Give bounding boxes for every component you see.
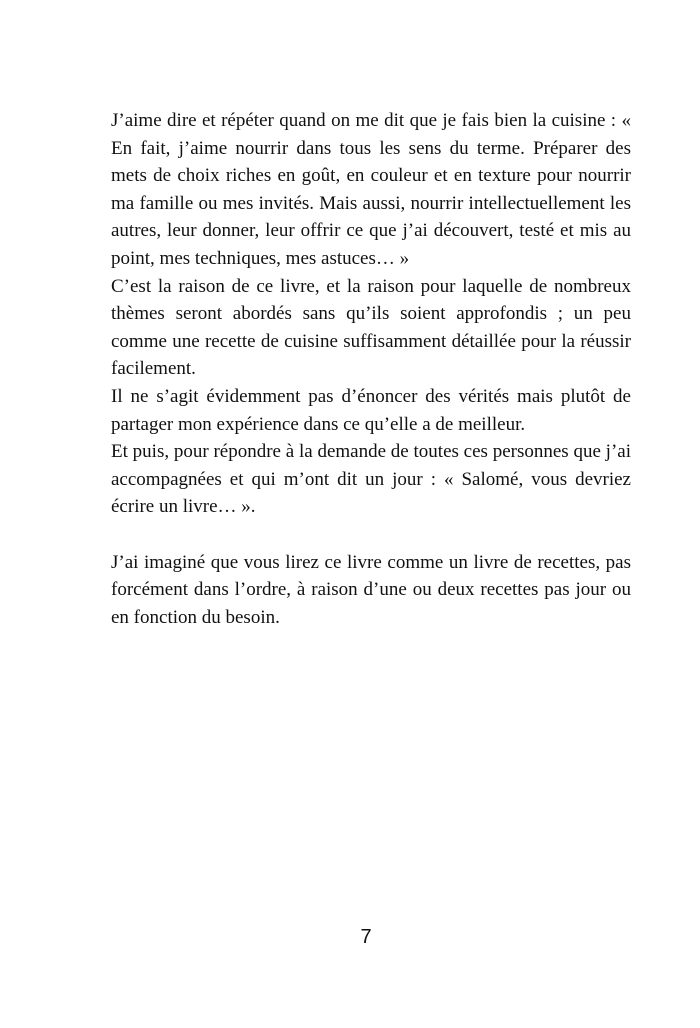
page-number: 7	[360, 926, 372, 948]
paragraph-2: C’est la raison de ce livre, et la raison pour laquelle de nombreux thèmes seront abordés sans qu’ils soient approfondis ; un peu comme une recette de cuisine suffisamment détaillée pour la réussir facilement.	[111, 275, 631, 380]
paragraph-5: J’ai imaginé que vous lirez ce livre comme un livre de recettes, pas forcément dans l’ordre, à raison d’une ou deux recettes pas jour ou en fonction du besoin.	[111, 551, 631, 628]
paragraph-4: Et puis, pour répondre à la demande de toutes ces personnes que j’ai accompagnées et qui m’ont dit un jour : « Salomé, vous devriez écrire un livre… ».	[111, 441, 631, 518]
paragraph-1: J’aime dire et répéter quand on me dit que je fais bien la cuisine : « En fait, j’aime nourrir dans tous les sens du terme. Préparer des mets de choix riches en goût, en couleur et en texture pour nourrir ma famille ou mes invités. Mais aussi, nourrir intellectuellement les autres, leur donner, leur offrir ce que j’ai découvert, testé et mis au point, mes techniques, mes astuces… »	[111, 110, 631, 269]
paragraph-3: Il ne s’agit évidemment pas d’énoncer des vérités mais plutôt de partager mon expérience dans ce qu’elle a de meilleur.	[111, 385, 631, 435]
body-text	[111, 107, 631, 631]
